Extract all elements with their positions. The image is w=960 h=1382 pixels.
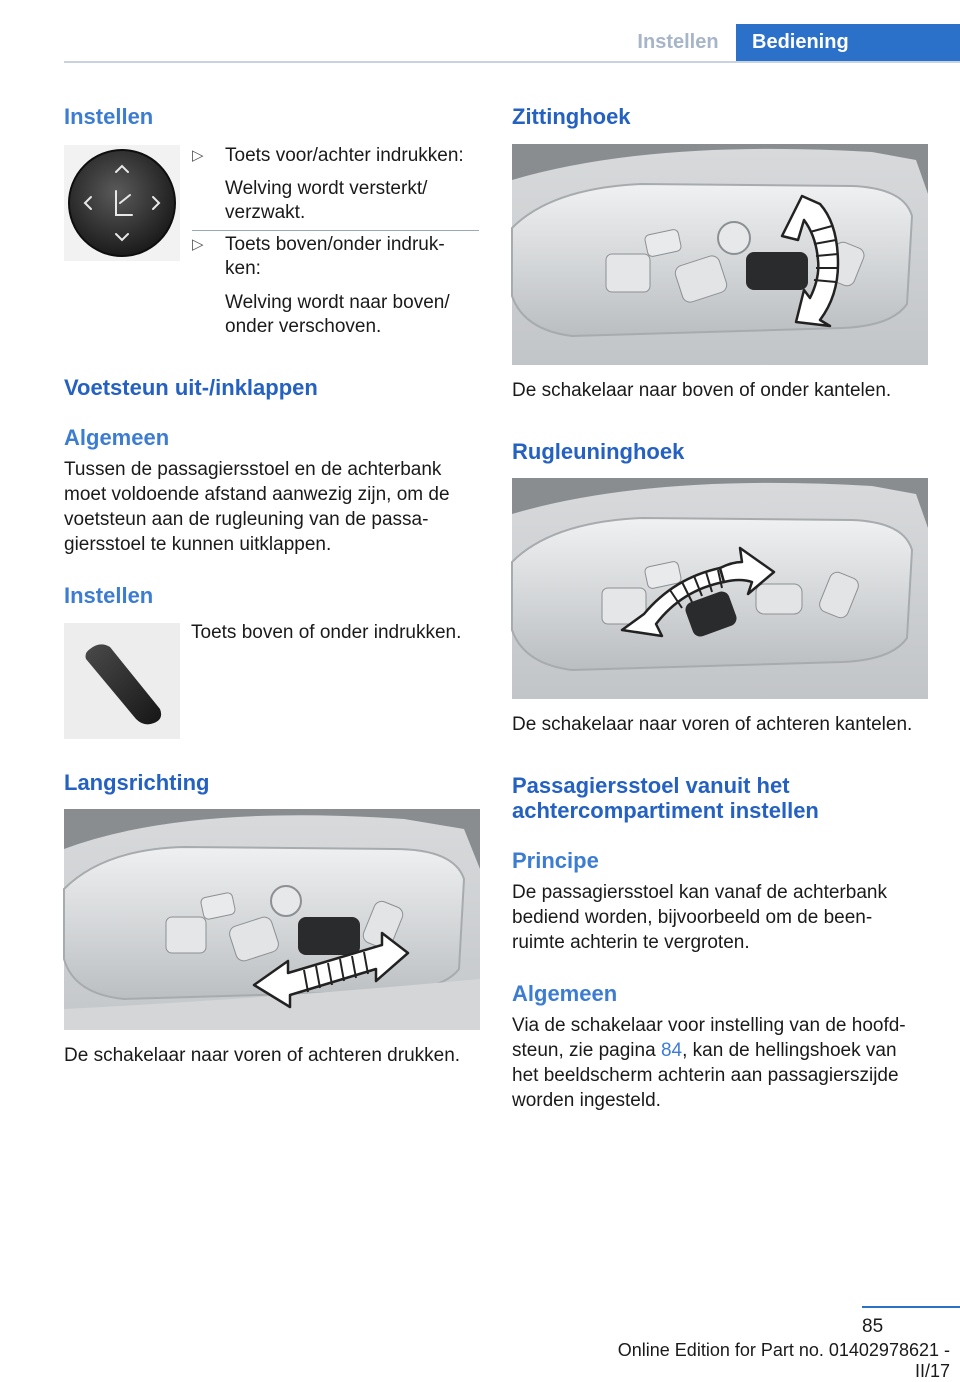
algemeen-text-3: voetsteun aan de rugleuning van de passa- [64,509,429,530]
bullet-2-line1: Toets boven/onder indruk- [225,234,445,255]
page-number: 85 [862,1316,884,1337]
lumbar-control-image [64,145,180,261]
bullet-1-sub1: Welving wordt versterkt/ [225,178,428,199]
header-chapter-tab: Bediening [736,24,960,61]
bullet-1-sub2: verzwakt. [225,202,306,223]
bullet-2-sub1: Welving wordt naar boven/ [225,292,450,313]
algemeen-right-3: het beeldscherm achterin aan passagierszijde [512,1065,899,1086]
bullet-triangle-icon: ▷ [192,147,204,164]
heading-rugleuninghoek: Rugleuninghoek [512,439,685,464]
header-rule [64,61,960,63]
footer-edition: Online Edition for Part no. 01402978621 - II/17 [617,1340,950,1381]
heading-passagiersstoel-1: Passagiersstoel vanuit het [512,773,790,798]
rugleuninghoek-caption: De schakelaar naar voren of achteren kantelen. [512,714,913,735]
heading-algemeen: Algemeen [64,425,170,450]
footrest-button-image [64,623,180,739]
heading-instellen: Instellen [64,104,154,129]
heading-passagiersstoel-2: achtercompartiment instellen [512,798,819,823]
zittinghoek-caption: De schakelaar naar boven of onder kantelen. [512,380,892,401]
principe-text-1: De passagiersstoel kan vanaf de achterbank [512,882,887,903]
bullet-2-sub2: onder verschoven. [225,316,382,337]
bullet-separator [192,230,479,231]
zittinghoek-image [512,144,928,365]
principe-text-2: bediend worden, bijvoorbeeld om de been- [512,907,873,928]
algemeen-right-1: Via de schakelaar voor instelling van de hoofd- [512,1015,906,1036]
algemeen-text-2: moet voldoende afstand aanwezig zijn, om de [64,484,450,505]
heading-instellen-2: Instellen [64,583,154,608]
bullet-triangle-icon: ▷ [192,236,204,253]
algemeen-text-1: Tussen de passagiersstoel en de achterbank [64,459,442,480]
rugleuninghoek-image [512,478,928,699]
header-section-tab: Instellen [637,31,719,53]
bullet-1-line1: Toets voor/achter indrukken: [225,145,464,166]
langsrichting-image [64,809,480,1030]
bullet-2-line2: ken: [225,258,261,279]
footer-rule [862,1306,960,1308]
heading-voetsteun: Voetsteun uit-/inklappen [64,375,318,400]
algemeen-right-2-pre: steun, zie pagina [512,1040,661,1061]
heading-principe: Principe [512,848,599,873]
bullet-2 [192,232,445,257]
heading-algemeen-right: Algemeen [512,981,618,1006]
algemeen-right-4: worden ingesteld. [512,1090,661,1111]
bullet-1 [192,143,464,168]
langsrichting-caption: De schakelaar naar voren of achteren drukken. [64,1045,461,1066]
heading-zittinghoek: Zittinghoek [512,104,631,129]
principe-text-3: ruimte achterin te vergroten. [512,932,750,953]
page-link-84[interactable]: 84 [660,1040,683,1061]
algemeen-right-2-post: , kan de hellingshoek van [682,1040,897,1061]
algemeen-right-2 [512,1038,897,1063]
instellen-2-text: Toets boven of onder indrukken. [191,622,462,643]
heading-langsrichting: Langsrichting [64,770,210,795]
algemeen-text-4: giersstoel te kunnen uitklappen. [64,534,332,555]
